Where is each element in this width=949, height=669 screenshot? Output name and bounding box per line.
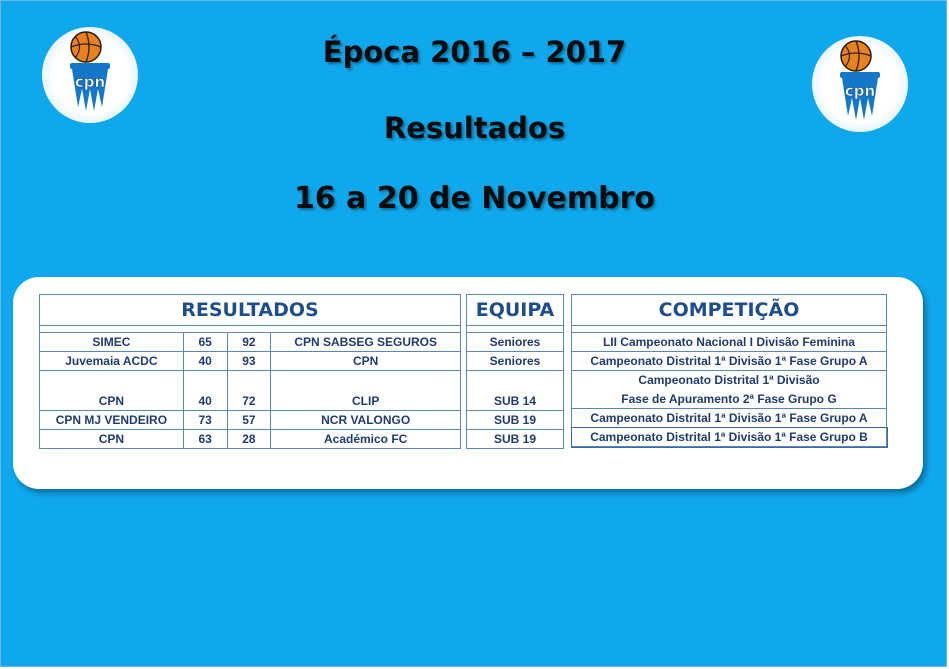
team-category: SUB 19 xyxy=(467,430,564,449)
table-row xyxy=(40,411,461,430)
home-score: 73 xyxy=(183,411,227,430)
table-row xyxy=(467,333,564,352)
competition-line: Campeonato Distrital 1ª Divisão xyxy=(638,373,820,387)
competition-name: Campeonato Distrital 1ª Divisão 1ª Fase Grupo B xyxy=(572,428,887,447)
home-team: CPN xyxy=(40,371,184,411)
results-heading: RESULTADOS xyxy=(40,295,461,326)
svg-text:cpn: cpn xyxy=(74,73,106,91)
basketball-logo-icon xyxy=(812,36,908,132)
home-score: 40 xyxy=(183,371,227,411)
basketball-logo-icon xyxy=(42,27,138,123)
table-row xyxy=(572,352,887,371)
away-score: 93 xyxy=(227,352,271,371)
competition-name xyxy=(572,371,887,409)
team-category: Seniores xyxy=(467,352,564,371)
away-team: Académico FC xyxy=(271,430,461,449)
table-row xyxy=(467,371,564,411)
away-score: 57 xyxy=(227,411,271,430)
team-heading: EQUIPA xyxy=(467,295,564,326)
table-row xyxy=(572,428,887,447)
club-logo-right xyxy=(812,36,908,132)
home-score: 65 xyxy=(183,333,227,352)
table-row xyxy=(40,430,461,449)
season-title: Época 2016 – 2017 xyxy=(322,35,627,69)
home-score: 63 xyxy=(183,430,227,449)
home-team: CPN MJ VENDEIRO xyxy=(40,411,184,430)
away-score: 28 xyxy=(227,430,271,449)
competition-heading: COMPETIÇÃO xyxy=(572,295,887,326)
table-row xyxy=(572,409,887,428)
team-category: SUB 14 xyxy=(467,371,564,411)
results-table xyxy=(39,294,461,449)
table-row xyxy=(40,352,461,371)
table-row xyxy=(40,371,461,411)
competition-line: Fase de Apuramento 2ª Fase Grupo G xyxy=(621,392,837,406)
table-row xyxy=(572,333,887,352)
competition-table xyxy=(571,294,887,447)
home-team: CPN xyxy=(40,430,184,449)
home-score: 40 xyxy=(183,352,227,371)
table-row xyxy=(572,371,887,409)
away-score: 92 xyxy=(227,333,271,352)
competition-name: Campeonato Distrital 1ª Divisão 1ª Fase Grupo A xyxy=(572,352,887,371)
away-team: NCR VALONGO xyxy=(271,411,461,430)
competition-name: LII Campeonato Nacional I Divisão Feminina xyxy=(572,333,887,352)
team-category: SUB 19 xyxy=(467,411,564,430)
team-category: Seniores xyxy=(467,333,564,352)
away-team: CPN SABSEG SEGUROS xyxy=(271,333,461,352)
team-table xyxy=(466,294,564,449)
table-row xyxy=(40,333,461,352)
away-score: 72 xyxy=(227,371,271,411)
club-logo-left xyxy=(42,27,138,123)
date-range: 16 a 20 de Novembro xyxy=(293,181,656,216)
page-subtitle: Resultados xyxy=(383,111,566,145)
svg-text:cpn: cpn xyxy=(844,82,876,100)
competition-name: Campeonato Distrital 1ª Divisão 1ª Fase Grupo A xyxy=(572,409,887,428)
table-row xyxy=(467,411,564,430)
away-team: CLIP xyxy=(271,371,461,411)
home-team: Juvemaia ACDC xyxy=(40,352,184,371)
away-team: CPN xyxy=(271,352,461,371)
home-team: SIMEC xyxy=(40,333,184,352)
table-row xyxy=(467,430,564,449)
table-row xyxy=(467,352,564,371)
